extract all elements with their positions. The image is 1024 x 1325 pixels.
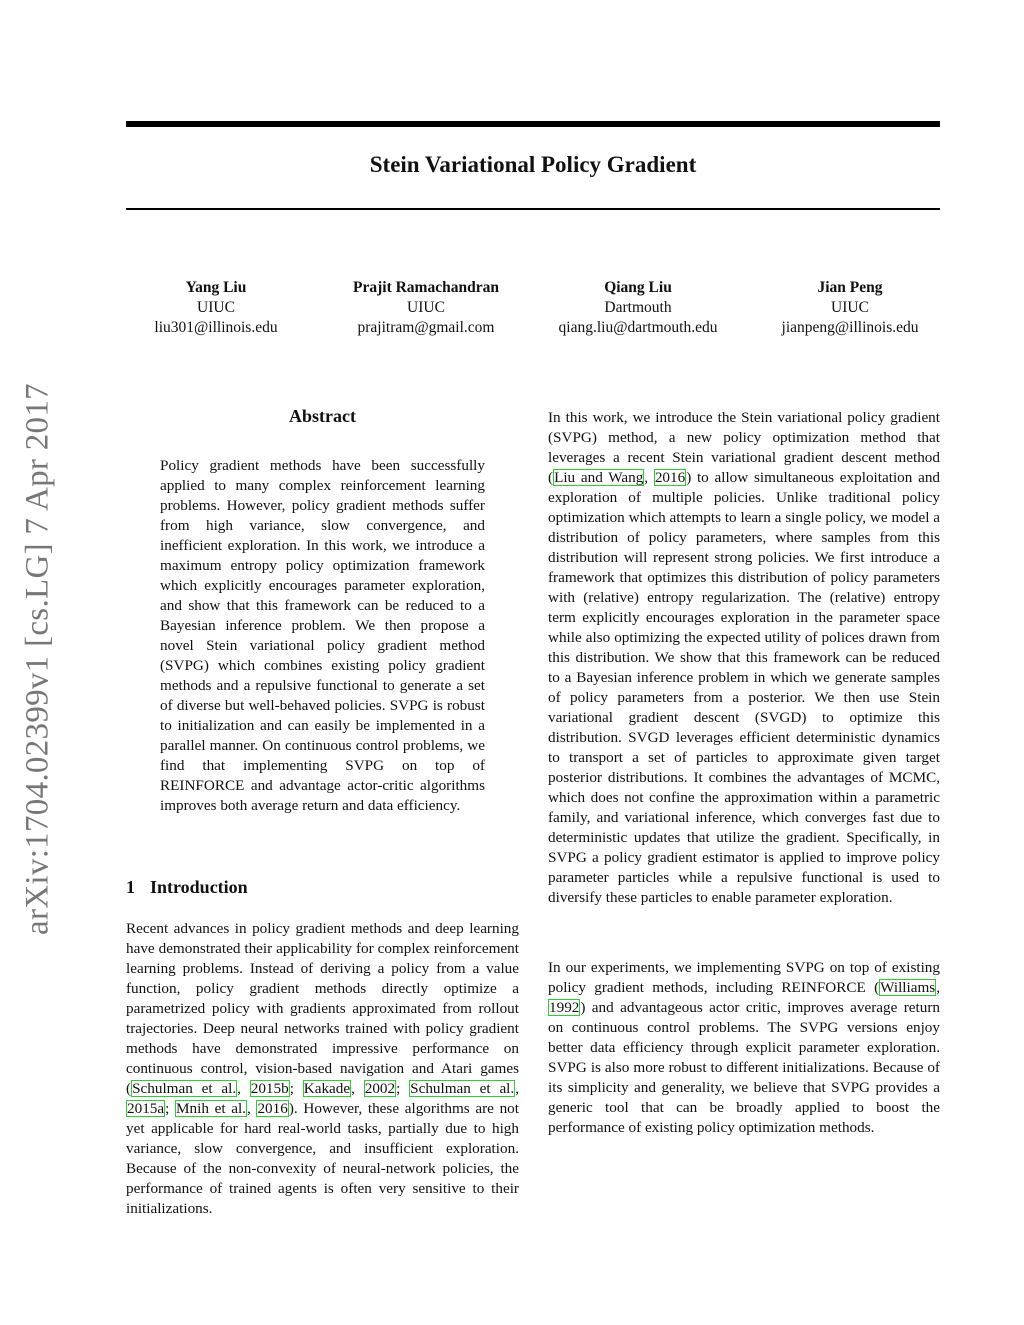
citation-year-link[interactable]: 2002 [364,1080,396,1097]
author-name: Yang Liu [185,279,247,296]
citation-year-link[interactable]: 2016 [257,1100,288,1117]
title-bottom-rule [126,208,940,210]
author-affiliation: UIUC [831,299,869,316]
citation-year-link[interactable]: 2015a [127,1100,165,1117]
citation-link[interactable]: Schulman et al. [132,1080,237,1097]
intro-paragraph-3: In our experiments, we implementing SVPG on top of existing policy gradient methods, including REINFORCE (Williams, 1992) and advantageous actor critic, improves average return on continuous control problems. The SVPG versions enjoy better data efficiency through explicit parameter exploration. SVPG is also more robust to different initializations. Because of its simplicity and generality, we believe that SVPG provides a generic tool that can be broadly applied to boost the performance of existing policy optimization methods. [548,959,940,1136]
author-affiliation: UIUC [407,299,445,316]
section-heading [126,875,248,899]
intro-paragraph-1: Recent advances in policy gradient methods and deep learning have demonstrated their applicability for complex reinforcement learning problems. Instead of deriving a policy from a value function, policy gradient methods directly optimize a parametrized policy with gradients approximated from rollout trajectories. Deep neural networks trained with policy gradient methods have demonstrated impressive performance on continuous control, vision-based navigation and Atari games (Schulman et al., 2015b; Kakade, 2002; Schulman et al., 2015a; Mnih et al., 2016). However, these algorithms are not yet applicable for hard real-world tasks, partially due to high variance, slow convergence, and insufficient exploration. Because of the non-convexity of neural-network policies, the performance of trained agents is often very sensitive to their initializations. [126,920,519,1217]
author-name: Jian Peng [817,279,883,296]
citation-year-link[interactable]: 2015b [250,1080,289,1097]
citation-year-link[interactable]: 2016 [654,469,686,486]
author-name: Prajit Ramachandran [353,279,499,296]
citation-link[interactable]: Kakade [303,1080,351,1097]
author-email: prajitram@gmail.com [357,319,495,336]
abstract-text: Policy gradient methods have been successfully applied to many complex reinforcement learning problems. However, policy gradient methods suffer from high variance, slow convergence, and inefficient exploration. In this work, we introduce a maximum entropy policy optimization framework which explicitly encourages parameter exploration, and show that this framework can be reduced to a Bayesian inference problem. We then propose a novel Stein variational policy gradient method (SVPG) which combines existing policy gradient methods and a repulsive functional to generate a set of diverse but well-behaved policies. SVPG is robust to initialization and can easily be implemented in a parallel manner. On continuous control problems, we find that implementing SVPG on top of REINFORCE and advantage actor-critic algorithms improves both average return and data efficiency. [160,457,485,814]
paragraph-text: ) and advantageous actor critic, improves average return on continuous control problems. The SVPG versions enjoy better data efficiency through explicit parameter exploration. SVPG is also more robust to different initializations. Because of its simplicity and generality, we believe that SVPG provides a generic tool that can be broadly applied to boost the performance of existing policy optimization methods. [548,999,940,1136]
paragraph-text: ). However, these algorithms are not yet applicable for hard real-world tasks, partially due to high variance, slow convergence, and insufficient exploration. Because of the non-convexity of neural-network policies, the performance of trained agents is often very sensitive to their initializations. [126,1100,519,1217]
author-affiliation: Dartmouth [604,299,672,316]
author-name: Qiang Liu [604,279,672,296]
author-email: jianpeng@illinois.edu [781,319,919,336]
arxiv-stamp [20,362,56,957]
citation-link[interactable]: Liu and Wang [554,469,644,486]
author-email: liu301@illinois.edu [154,319,278,336]
citation-year-link[interactable]: 1992 [549,999,580,1016]
citation-link[interactable]: Mnih et al. [176,1100,246,1117]
section-title: Introduction [150,877,248,897]
paragraph-text: Recent advances in policy gradient methods and deep learning have demonstrated their applicability for complex reinforcement learning problems. Instead of deriving a policy from a value function, policy gradient methods directly optimize a parametrized policy with gradients approximated from rollout trajectories. Deep neural networks trained with policy gradient methods have demonstrated impressive performance on continuous control, vision-based navigation and Atari games ( [126,920,519,1097]
intro-paragraph-2: In this work, we introduce the Stein variational policy gradient (SVPG) method, a new policy optimization method that leverages a recent Stein variational gradient descent method (Liu and Wang, 2016) to allow simultaneous exploitation and exploration of multiple policies. Unlike traditional policy optimization which attempts to learn a single policy, we model a distribution of policy parameters, where samples from this distribution will represent strong policies. We first introduce a framework that optimizes this distribution of policy parameters with (relative) entropy regularization. The (relative) entropy term explicitly encourages exploration in the parameter space while also optimizing the expected utility of polices drawn from this distribution. We show that this framework can be reduced to a Bayesian inference problem in which we generate samples of policy parameters from a posterior. We then use Stein variational gradient descent (SVGD) to optimize this distribution. SVGD leverages efficient deterministic dynamics to transport a set of particles to approximate given target posterior distributions. It combines the advantages of MCMC, which does not confine the approximation within a parametric family, and variational inference, which converges fast due to deterministic updates that utilize the gradient. Specifically, in SVPG a policy gradient estimator is applied to improve policy parameter particles while a repulsive functional is used to diversify these particles to enable parameter exploration. [548,409,941,906]
author-block [762,278,938,338]
abstract-heading: Abstract [289,406,356,426]
section-number: 1 [126,877,135,897]
title-top-rule [126,121,940,127]
paper-title: Stein Variational Policy Gradient [369,152,697,177]
citation-link[interactable]: Schulman et al. [410,1080,515,1097]
author-block [326,278,526,338]
author-block [538,278,738,338]
author-block [126,278,306,338]
arxiv-stamp-text: arXiv:1704.02399v1 [cs.LG] 7 Apr 2017 [19,383,56,935]
paragraph-text: ) to allow simultaneous exploitation and exploration of multiple policies. Unlike traditional policy optimization which attempts to learn a single policy, we model a distribution of policy parameters, where samples from this distribution will represent strong policies. We first introduce a framework that optimizes this distribution of policy parameters with (relative) entropy regularization. The (relative) entropy term explicitly encourages exploration in the parameter space while also optimizing the expected utility of polices drawn from this distribution. We show that this framework can be reduced to a Bayesian inference problem in which we generate samples of policy parameters from a posterior. We then use Stein variational gradient descent (SVGD) to optimize this distribution. SVGD leverages efficient deterministic dynamics to transport a set of particles to approximate given target posterior distributions. It combines the advantages of MCMC, which does not confine the approximation within a parametric family, and variational inference, which converges fast due to deterministic updates that utilize the gradient. Specifically, in SVPG a policy gradient estimator is applied to improve policy parameter particles while a repulsive functional is used to diversify these particles to enable parameter exploration. [548,469,941,906]
author-affiliation: UIUC [197,299,235,316]
paragraph-text: In our experiments, we implementing SVPG on top of existing policy gradient methods, including REINFORCE ( [548,959,940,996]
citation-link[interactable]: Williams [880,979,936,996]
paragraph-text: In this work, we introduce the Stein variational policy gradient (SVPG) method, a new policy optimization method that leverages a recent Stein variational gradient descent method ( [548,409,940,486]
author-email: qiang.liu@dartmouth.edu [558,319,718,336]
